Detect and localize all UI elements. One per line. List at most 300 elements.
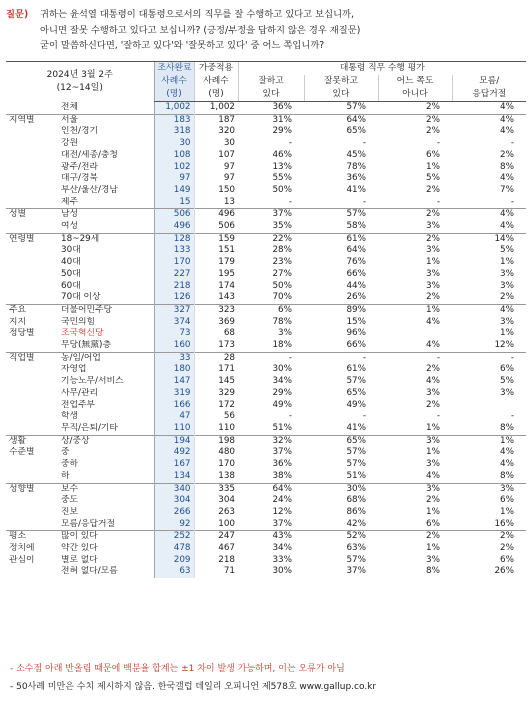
- pct-neither: 1%: [426, 257, 441, 268]
- sample-size-weighted: 13: [194, 197, 238, 209]
- pct-dont-know: 1%: [452, 435, 526, 447]
- table-row: [6, 114, 526, 126]
- row-group-label: [6, 519, 58, 531]
- pct-dont-know: -: [510, 138, 515, 149]
- row-subgroup-label: 많이 있다: [58, 531, 154, 543]
- sample-size-completed: 170: [154, 257, 194, 269]
- pct-doing-poorly: 57%: [346, 459, 367, 470]
- pct-doing-well: 36%: [272, 102, 293, 112]
- table-row: [6, 328, 526, 340]
- sample-size-completed: 227: [154, 269, 194, 281]
- table-row: [6, 507, 526, 519]
- pct-dont-know: 2%: [452, 531, 526, 543]
- pct-neither: [378, 328, 452, 340]
- sample-size-completed: 218: [154, 281, 194, 293]
- sample-size-completed: 30: [154, 138, 194, 150]
- pct-doing-well: 18%: [272, 340, 293, 351]
- row-group-label: [6, 197, 58, 209]
- pct-dont-know: 1%: [500, 257, 515, 268]
- pct-neither: 2%: [426, 495, 441, 506]
- pct-doing-well: 46%: [272, 149, 293, 160]
- sample-size-weighted: 174: [194, 281, 238, 293]
- table-row: [6, 138, 526, 150]
- pct-dont-know: 14%: [452, 233, 526, 245]
- pct-neither: -: [378, 352, 452, 364]
- pct-dont-know: 8%: [500, 422, 515, 433]
- row-group-label: [6, 281, 58, 293]
- pct-dont-know: 2%: [500, 149, 515, 160]
- sample-size-weighted: 506: [194, 221, 238, 233]
- n1-header-bottom: 사례수 (명): [154, 75, 194, 102]
- pct-dont-know: 4%: [452, 304, 526, 316]
- pct-dont-know: 4%: [452, 114, 526, 126]
- row-subgroup-label: 50대: [61, 268, 81, 279]
- table-row: [6, 162, 526, 174]
- pct-doing-well: 43%: [238, 531, 304, 543]
- row-group-label: 지지: [9, 316, 26, 327]
- sample-size-weighted: 159: [194, 233, 238, 245]
- pct-doing-poorly: 96%: [346, 328, 367, 339]
- row-subgroup-label: 18~29세: [58, 233, 154, 245]
- sample-size-weighted: 218: [194, 555, 238, 567]
- sample-size-completed: 506: [154, 209, 194, 221]
- pct-doing-poorly: 42%: [346, 518, 367, 529]
- pct-neither: 4%: [426, 470, 441, 481]
- table-title-line: (12~14일): [56, 82, 103, 93]
- row-subgroup-label: 중: [61, 447, 70, 458]
- pct-dont-know: 6%: [500, 495, 515, 506]
- sample-size-completed: 374: [154, 317, 194, 329]
- table-row: [6, 233, 526, 245]
- pct-neither: 3%: [378, 483, 452, 495]
- sample-size-weighted: 145: [194, 376, 238, 388]
- sample-size-completed: 15: [154, 197, 194, 209]
- pct-doing-well: 30%: [272, 566, 293, 577]
- pct-dont-know: 8%: [500, 470, 515, 481]
- col-header: 잘하고 있다: [238, 75, 304, 102]
- pct-dont-know: 2%: [500, 543, 515, 554]
- table-row: [6, 245, 526, 257]
- row-subgroup-label: 모름/응답거절: [61, 518, 115, 529]
- pct-dont-know: 3%: [500, 268, 515, 279]
- sample-size-weighted: 171: [194, 364, 238, 376]
- table-title-line: 2024년 3월 2주: [46, 69, 113, 80]
- pct-dont-know: 8%: [500, 161, 515, 172]
- row-subgroup-label: 여성: [61, 221, 78, 232]
- sample-size-weighted: 97: [194, 162, 238, 174]
- row-group-label: [6, 423, 58, 435]
- sample-size-weighted: 100: [194, 519, 238, 531]
- row-subgroup-label: 부산/울산/경남: [61, 184, 118, 195]
- pct-neither: 1%: [426, 447, 441, 458]
- pct-dont-know: 4%: [500, 173, 515, 184]
- pct-dont-know: 5%: [500, 245, 515, 256]
- pct-doing-poorly: 86%: [346, 506, 367, 517]
- survey-table: [6, 61, 526, 578]
- table-row: [6, 126, 526, 138]
- row-group-label: 정당별: [9, 328, 35, 339]
- pct-neither: 3%: [426, 280, 441, 291]
- sample-size-weighted: 369: [194, 317, 238, 329]
- row-subgroup-label: 전업주부: [61, 399, 95, 410]
- row-group-label: [6, 376, 58, 388]
- pct-dont-know: 7%: [500, 184, 515, 195]
- pct-neither: 8%: [426, 566, 441, 577]
- sample-size-weighted: 107: [194, 150, 238, 162]
- row-subgroup-label: 70대 이상: [61, 292, 101, 303]
- table-row: [6, 471, 526, 483]
- pct-neither: 1%: [426, 422, 441, 433]
- n2-header-bottom: 사례수 (명): [194, 75, 238, 102]
- pct-neither: 3%: [378, 435, 452, 447]
- pct-neither: 2%: [378, 531, 452, 543]
- pct-doing-poorly: 37%: [346, 566, 367, 577]
- table-row: [6, 269, 526, 281]
- row-subgroup-label: 남성: [58, 209, 154, 221]
- pct-doing-poorly: 65%: [346, 126, 367, 137]
- sample-size-weighted: 496: [194, 209, 238, 221]
- pct-doing-poorly: 57%: [346, 102, 367, 112]
- pct-doing-poorly: -: [304, 352, 378, 364]
- pct-doing-well: 6%: [238, 304, 304, 316]
- group-header: 대통령 직무 수행 평가: [238, 62, 526, 76]
- pct-neither: 2%: [378, 114, 452, 126]
- row-subgroup-label: 하: [61, 470, 70, 481]
- col-header: 잘못하고 있다: [304, 75, 378, 102]
- sample-size-completed: 33: [154, 352, 194, 364]
- sample-size-completed: 183: [154, 114, 194, 126]
- table-row: [6, 185, 526, 197]
- pct-doing-well: 51%: [272, 422, 293, 433]
- footnote: - 소수점 아래 반올림 때문에 백분율 합계는 ±1 차이 발생 가능하며, 이는 오류가 아님: [10, 664, 345, 674]
- row-group-label: 정치에: [9, 543, 35, 554]
- row-group-label: [6, 102, 58, 115]
- pct-doing-poorly: 57%: [346, 376, 367, 387]
- row-subgroup-label: 기능노무/서비스: [61, 376, 124, 387]
- pct-neither: 6%: [426, 149, 441, 160]
- pct-doing-well: 13%: [272, 161, 293, 172]
- pct-dont-know: 5%: [500, 376, 515, 387]
- sample-size-completed: 126: [154, 292, 194, 304]
- sample-size-completed: 108: [154, 150, 194, 162]
- row-group-label: [6, 388, 58, 400]
- pct-neither: 2%: [378, 233, 452, 245]
- question-line: 굳이 말씀하신다면, '잘하고 있다'와 '잘못하고 있다' 중 어느 쪽입니까?: [40, 40, 325, 51]
- table-row: [6, 519, 526, 531]
- sample-size-completed: 110: [154, 423, 194, 435]
- pct-dont-know: 26%: [494, 566, 515, 577]
- row-group-label: 성별: [6, 209, 58, 221]
- pct-doing-poorly: 44%: [346, 280, 367, 291]
- pct-dont-know: 3%: [500, 387, 515, 398]
- table-body: [6, 102, 526, 579]
- pct-doing-poorly: -: [362, 196, 367, 207]
- table-row: [6, 400, 526, 412]
- sample-size-completed: 1,002: [154, 102, 194, 115]
- pct-doing-poorly: 64%: [346, 245, 367, 256]
- sample-size-weighted: 263: [194, 507, 238, 519]
- pct-dont-know: 4%: [500, 447, 515, 458]
- pct-neither: 3%: [426, 245, 441, 256]
- row-group-label: [6, 459, 58, 471]
- pct-neither: 4%: [426, 316, 441, 327]
- sample-size-completed: 63: [154, 566, 194, 578]
- pct-neither: 2%: [426, 364, 441, 375]
- pct-neither: 2%: [426, 399, 441, 410]
- pct-doing-well: 32%: [238, 435, 304, 447]
- pct-doing-well: 78%: [272, 316, 293, 327]
- pct-doing-poorly: 68%: [346, 495, 367, 506]
- row-subgroup-label: 40대: [61, 257, 81, 268]
- pct-dont-know: 4%: [500, 459, 515, 470]
- pct-doing-poorly: 61%: [304, 233, 378, 245]
- row-group-label: [6, 340, 58, 352]
- row-subgroup-label: 사무/관리: [61, 387, 98, 398]
- pct-neither: 3%: [426, 268, 441, 279]
- pct-doing-poorly: 63%: [346, 543, 367, 554]
- pct-doing-poorly: 30%: [304, 483, 378, 495]
- pct-dont-know: 1%: [500, 328, 515, 339]
- row-subgroup-label: 약간 있다: [61, 543, 98, 554]
- sample-size-weighted: 110: [194, 423, 238, 435]
- pct-doing-poorly: 15%: [346, 316, 367, 327]
- pct-doing-well: 70%: [272, 292, 293, 303]
- row-group-label: [6, 400, 58, 412]
- sample-size-weighted: 480: [194, 447, 238, 459]
- row-subgroup-label: 더불어민주당: [58, 304, 154, 316]
- row-subgroup-label: 조국혁신당: [61, 328, 104, 339]
- pct-neither: -: [436, 138, 441, 149]
- pct-doing-well: -: [238, 352, 304, 364]
- sample-size-weighted: 323: [194, 304, 238, 316]
- sample-size-completed: 496: [154, 221, 194, 233]
- sample-size-weighted: 198: [194, 435, 238, 447]
- pct-doing-well: 12%: [272, 506, 293, 517]
- pct-doing-poorly: 36%: [346, 173, 367, 184]
- row-subgroup-label: 30대: [61, 245, 81, 256]
- table-row: [6, 173, 526, 185]
- pct-doing-well: -: [288, 138, 293, 149]
- table-row: [6, 495, 526, 507]
- pct-doing-well: 50%: [272, 280, 293, 291]
- pct-dont-know: -: [510, 196, 515, 207]
- row-group-label: [6, 185, 58, 197]
- sample-size-completed: 194: [154, 435, 194, 447]
- row-group-label: [6, 162, 58, 174]
- sample-size-completed: 134: [154, 471, 194, 483]
- pct-doing-poorly: 45%: [346, 149, 367, 160]
- pct-neither: 4%: [426, 340, 441, 351]
- pct-dont-know: 12%: [494, 340, 515, 351]
- table-row: [6, 317, 526, 329]
- row-subgroup-label: 진보: [61, 506, 78, 517]
- sample-size-weighted: 28: [194, 352, 238, 364]
- row-group-label: [6, 126, 58, 138]
- pct-doing-well: 36%: [272, 459, 293, 470]
- pct-doing-well: 50%: [272, 184, 293, 195]
- pct-doing-poorly: 89%: [304, 304, 378, 316]
- sample-size-weighted: 71: [194, 566, 238, 578]
- sample-size-weighted: 247: [194, 531, 238, 543]
- pct-dont-know: 3%: [452, 483, 526, 495]
- row-group-label: [6, 257, 58, 269]
- pct-neither: 3%: [426, 387, 441, 398]
- row-subgroup-label: 광주/전라: [61, 161, 98, 172]
- row-subgroup-label: 국민의힘: [61, 316, 95, 327]
- sample-size-completed: 92: [154, 519, 194, 531]
- row-subgroup-label: 인천/경기: [61, 126, 98, 137]
- pct-doing-well: -: [288, 196, 293, 207]
- pct-doing-well: 37%: [272, 518, 293, 529]
- sample-size-completed: 133: [154, 245, 194, 257]
- row-group-label: [6, 245, 58, 257]
- pct-doing-well: -: [288, 411, 293, 422]
- pct-doing-well: 37%: [238, 209, 304, 221]
- row-subgroup-label: 보수: [58, 483, 154, 495]
- row-group-label: 연령별: [6, 233, 58, 245]
- sample-size-weighted: 1,002: [194, 102, 238, 115]
- sample-size-completed: 252: [154, 531, 194, 543]
- row-subgroup-label: 자영업: [61, 364, 87, 375]
- pct-neither: 2%: [426, 126, 441, 137]
- pct-doing-well: 24%: [272, 495, 293, 506]
- sample-size-weighted: 97: [194, 173, 238, 185]
- table-row: [6, 257, 526, 269]
- sample-size-weighted: 195: [194, 269, 238, 281]
- row-subgroup-label: 대전/세종/충청: [61, 149, 118, 160]
- sample-size-completed: 73: [154, 328, 194, 340]
- row-group-label: [6, 495, 58, 507]
- pct-doing-poorly: 65%: [346, 387, 367, 398]
- pct-doing-poorly: 66%: [346, 340, 367, 351]
- pct-dont-know: 6%: [500, 364, 515, 375]
- pct-doing-poorly: 76%: [346, 257, 367, 268]
- table-row: [6, 459, 526, 471]
- pct-neither: 1%: [426, 543, 441, 554]
- pct-doing-poorly: 52%: [304, 531, 378, 543]
- row-group-label: 직업별: [6, 352, 58, 364]
- sample-size-weighted: 30: [194, 138, 238, 150]
- pct-doing-poorly: 51%: [346, 470, 367, 481]
- table-row: [6, 435, 526, 447]
- pct-dont-know: 4%: [500, 126, 515, 137]
- sample-size-weighted: 187: [194, 114, 238, 126]
- pct-neither: 4%: [426, 376, 441, 387]
- sample-size-weighted: 151: [194, 245, 238, 257]
- sample-size-weighted: 143: [194, 292, 238, 304]
- sample-size-weighted: 304: [194, 495, 238, 507]
- pct-doing-well: 34%: [272, 376, 293, 387]
- row-subgroup-label: 농/임/어업: [58, 352, 154, 364]
- row-group-label: 수준별: [9, 447, 35, 458]
- table-row: [6, 352, 526, 364]
- pct-neither: 1%: [426, 161, 441, 172]
- pct-doing-poorly: 41%: [346, 184, 367, 195]
- row-group-label: [6, 221, 58, 233]
- table-row: [6, 304, 526, 316]
- sample-size-weighted: 467: [194, 543, 238, 555]
- pct-dont-know: -: [510, 411, 515, 422]
- table-row: [6, 531, 526, 543]
- table-row: [6, 423, 526, 435]
- col-header: 모름/ 응답거절: [452, 75, 526, 102]
- n2-header-top: 가중적용: [194, 62, 238, 76]
- table-row: [6, 376, 526, 388]
- row-group-label: 관심이: [9, 554, 35, 565]
- pct-dont-know: 4%: [452, 209, 526, 221]
- pct-neither: 2%: [426, 292, 441, 303]
- table-title: [6, 62, 154, 102]
- question-line: 아니면 잘못 수행하고 있다고 보십니까? (긍정/부정을 답하지 않은 경우 재질문): [40, 24, 361, 36]
- row-group-label: [6, 173, 58, 185]
- sample-size-weighted: 173: [194, 340, 238, 352]
- col-header: 어느 쪽도 아니다: [378, 75, 452, 102]
- footnote: - 50사례 미만은 수치 제시하지 않음. 한국갤럽 데일리 오피니언 제578호 www.gallup.co.kr: [10, 682, 377, 692]
- pct-dont-know: 16%: [494, 518, 515, 529]
- question-text: [40, 7, 520, 54]
- pct-dont-know: -: [452, 352, 526, 364]
- table-row: [6, 483, 526, 495]
- row-subgroup-label: 전체: [61, 101, 78, 112]
- pct-doing-well: 38%: [272, 470, 293, 481]
- pct-dont-know: 2%: [500, 292, 515, 303]
- pct-doing-well: 3%: [278, 328, 293, 339]
- row-group-label: [6, 364, 58, 376]
- pct-doing-poorly: 57%: [346, 554, 367, 565]
- row-group-label: [6, 566, 58, 578]
- table-row: [6, 447, 526, 459]
- pct-doing-well: 29%: [272, 387, 293, 398]
- table-row: [6, 543, 526, 555]
- pct-doing-well: 23%: [272, 257, 293, 268]
- row-subgroup-label: 전혀 없다/모름: [61, 566, 118, 577]
- sample-size-completed: 180: [154, 364, 194, 376]
- pct-dont-know: 3%: [500, 280, 515, 291]
- row-subgroup-label: 제주: [61, 196, 78, 207]
- row-subgroup-label: 상/중상: [58, 435, 154, 447]
- sample-size-weighted: 150: [194, 185, 238, 197]
- pct-dont-know: 6%: [500, 554, 515, 565]
- row-group-label: 지역별: [6, 114, 58, 126]
- sample-size-completed: 266: [154, 507, 194, 519]
- pct-neither: -: [436, 196, 441, 207]
- row-subgroup-label: 60대: [61, 280, 81, 291]
- table-row: [6, 221, 526, 233]
- pct-neither: -: [436, 411, 441, 422]
- row-group-label: [6, 471, 58, 483]
- pct-doing-well: 49%: [272, 399, 293, 410]
- table-row: [6, 292, 526, 304]
- pct-doing-well: 22%: [238, 233, 304, 245]
- sample-size-weighted: 170: [194, 459, 238, 471]
- row-group-label: [6, 269, 58, 281]
- row-subgroup-label: 무직/은퇴/기타: [61, 422, 118, 433]
- sample-size-weighted: 179: [194, 257, 238, 269]
- pct-doing-well: 55%: [272, 173, 293, 184]
- pct-neither: 3%: [426, 221, 441, 232]
- sample-size-completed: 149: [154, 185, 194, 197]
- pct-neither: 5%: [426, 173, 441, 184]
- sample-size-completed: 209: [154, 555, 194, 567]
- sample-size-completed: 492: [154, 447, 194, 459]
- sample-size-weighted: 138: [194, 471, 238, 483]
- pct-doing-poorly: 58%: [346, 221, 367, 232]
- table-row: [6, 209, 526, 221]
- pct-neither: 3%: [426, 459, 441, 470]
- row-group-label: 평소: [6, 531, 58, 543]
- table-row: [6, 411, 526, 423]
- row-subgroup-label: 별로 없다: [61, 554, 98, 565]
